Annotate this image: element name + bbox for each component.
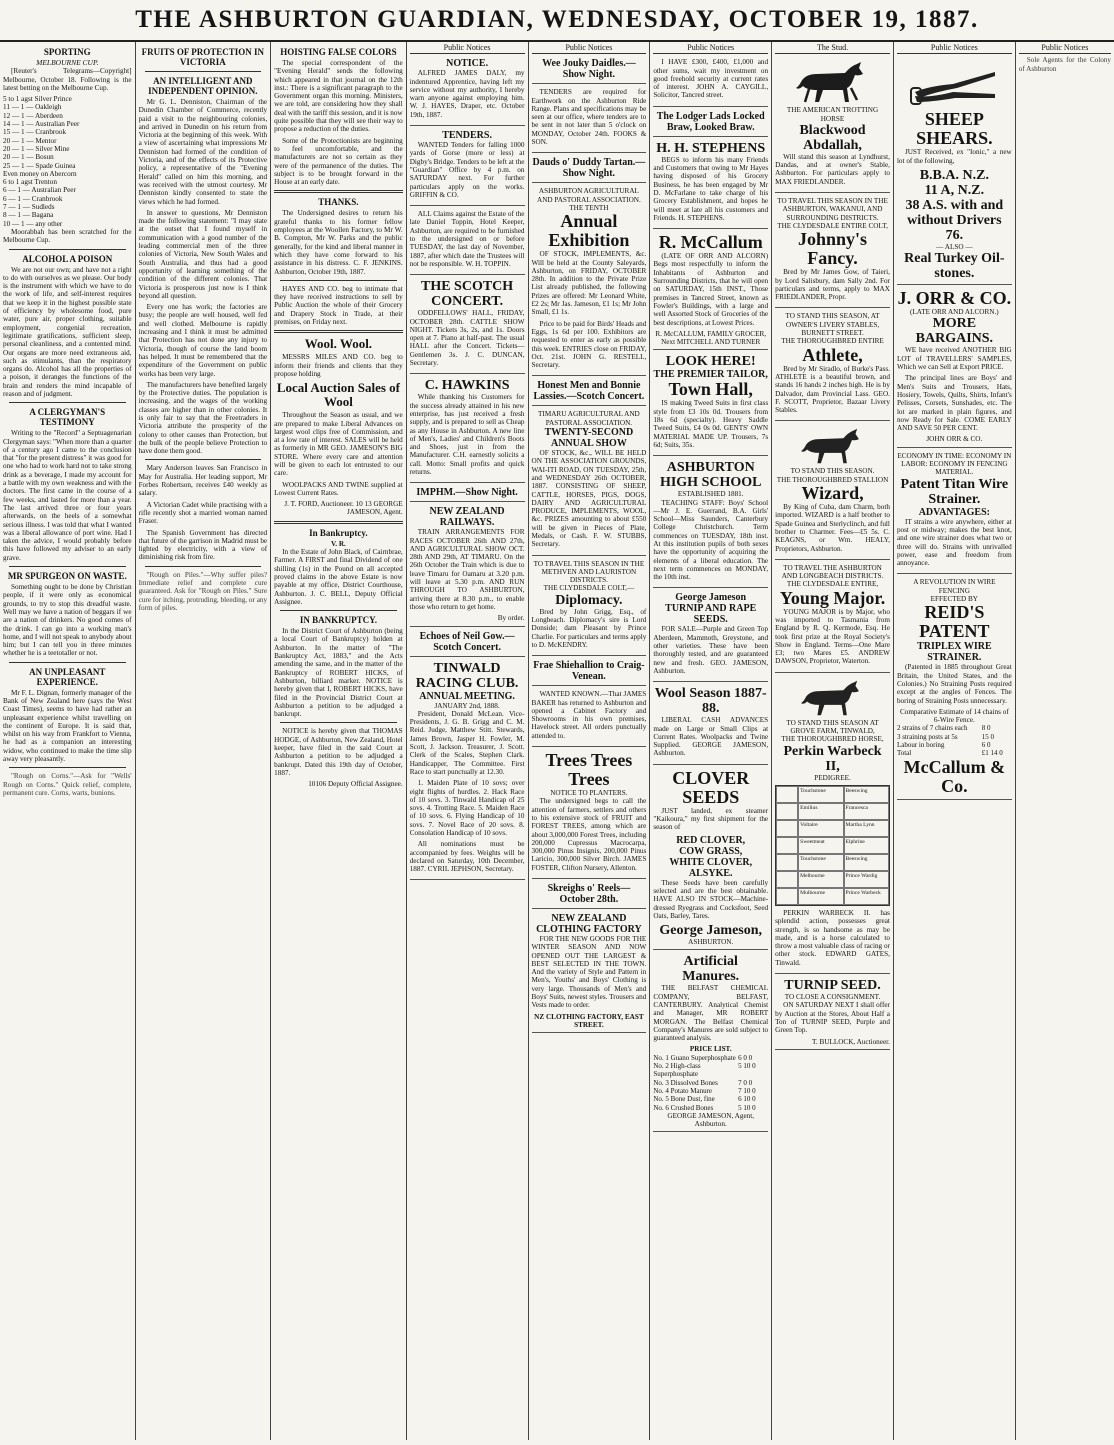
pedigree-row-marker — [776, 820, 798, 837]
pedigree-table — [775, 785, 890, 906]
pricelist-heading: PRICE LIST. — [689, 1045, 732, 1054]
pedigree-row-marker — [776, 803, 798, 820]
11a-label: 11 A, N.Z. — [924, 182, 985, 198]
fruits-text-3: Every one has work; the factories are busy; the people are well housed, well fed and well clothed. Melbourne is rapidly increasing and I think it must be admitted that Protection has not done any injury to Victoria, though of course the land boom has helped. It must be remembered that the expenditure of the Government on public works has been very large. — [138, 303, 268, 378]
royal-cipher: V. R. — [330, 539, 346, 548]
bba-label: B.B.A. N.Z. — [919, 167, 989, 183]
ad-money — [653, 56, 768, 106]
pedigree-cell: Sweetmeat — [798, 837, 843, 854]
column-public-notices-2 — [529, 42, 651, 1440]
railways-heading: NEW ZEALAND RAILWAYS. — [429, 506, 505, 529]
estimate-value: 15 0 — [981, 732, 994, 741]
manures-text: THE BELFAST CHEMICAL COMPANY, BELFAST, CANTERBURY. Analytical Chemist and Manager, MR ROBERT MORGAN. The Belfast Chemical Company's Manures are sold subject to guaranteed analysis. — [653, 984, 769, 1043]
ad-high-school — [653, 458, 768, 588]
ad-earthwork — [532, 86, 647, 153]
imphm-heading: IMPHM.—Show Night. — [416, 487, 518, 499]
estimate-table — [897, 724, 1012, 757]
stephens-text: BEGS to inform his many Friends and Customers that owing to Mr Hayes having disposed of his Grocery Business, he has been engaged by Mr D. McFarlane to take charge of his Grocery Establishment, and hopes he will meet at late all his customers and Friends. H. STEPHENS. — [653, 155, 769, 222]
wizard-heading: Wizard, — [801, 483, 864, 504]
exhibition-text-2: Price to be paid for Birds' Heads and Eggs, 1s 6d per 100. Exhibitors are requested to enter as early as possible this week. ENTRIES close on FRIDAY, Oct. 21st. JOHN G. RESTELL, Secretary. — [531, 319, 647, 370]
young-major-heading: Young Major. — [779, 587, 886, 608]
betting-line: 14 — 1 — Australian Peer — [3, 120, 80, 129]
trotting-label: THE AMERICAN TROTTING HORSE — [786, 106, 879, 123]
bargains-text: WE have received ANOTHER BIG LOT of TRAVELLERS' SAMPLES, Which we can Sell at Export PRICE. — [896, 346, 1012, 372]
betting-line: Even money on Abercorn — [3, 169, 77, 178]
tenth-label: THE TENTH — [569, 203, 609, 212]
trotting-horse-icon — [793, 60, 873, 104]
bankruptcy-heading-1: In Bankruptcy. — [309, 527, 368, 538]
tenders-heading: TENDERS. — [442, 130, 492, 142]
betting-line: 11 — 1 — Oakleigh — [3, 103, 62, 112]
ad-tenders — [410, 128, 525, 206]
sheep-shears-heading: SHEEP SHEARS. — [916, 109, 993, 149]
betting-line: 8 — 1 — Bagana — [3, 211, 54, 220]
jouky-heading: Wee Jouky Daidles.—Show Night. — [542, 58, 636, 81]
bargains-heading: MORE BARGAINS. — [915, 316, 994, 347]
timaru-heading: TWENTY-SECOND ANNUAL SHOW — [544, 427, 634, 450]
fruits-text-2: In answer to questions, Mr Denniston made the following statement: "I may state at the outset that I found myself in communication with a good number of the leading commercial men of the three colonies of Victoria, New South Wales and South Australia, and thus had a good opportunity of learning something of the condition of the different colonies. That Victoria is prosperous just now is I think beyond all question. — [138, 208, 268, 300]
gjameson-heading: George Jameson — [675, 592, 747, 604]
estimate-item: 3 straining posts at 5s — [896, 732, 958, 741]
column-public-notices-4 — [894, 42, 1016, 1440]
hawkins-text: While thanking his Customers for the success already attained in his new enterprise, has just received a fresh supply, and is prepared to sell as Cheap as any House in Ashburton. A new line of Men's, Ladies' and Children's Boots and Shoes, just in from the Manufacturer. C.H. earnestly solicits a call. Motto: Small profits and quick returns. — [409, 393, 525, 476]
ad-scotch-concert — [410, 277, 525, 374]
also-label: — ALSO — — [936, 242, 973, 251]
pedigree-cell: Beeswing — [844, 786, 889, 803]
stand-label-1: TO STAND THIS SEASON, AT OWNER'S LIVERY STABLES, BURNETT STREET. — [785, 312, 880, 338]
stephens-heading: H. H. STEPHENS — [656, 140, 766, 156]
wool-text-3: WOOLPACKS AND TWINE supplied at Lowest Current Rates. — [274, 480, 403, 497]
fruits-text-4: The manufacturers have benefited largely by the Protective duties. The population is increasing, and the wages of the working classes are higher than in other colonies. It is only fair to say that the Freetraders in Victoria attribute the prosperity of the colony to other causes than Protection, but the bulk of the people believe Protection to have done them good. — [138, 380, 268, 456]
price-value: 5 10 0 — [738, 1103, 756, 1112]
ad-jouky — [532, 56, 647, 84]
ad-johnnys-fancy — [775, 195, 890, 308]
ad-trees — [532, 749, 647, 879]
corns-ad: "Rough on Corns."—Ask for "Wells' Rough on Corns." Quick relief, complete, permanent cure. Corns, warts, bunions. — [3, 772, 132, 797]
ad-orr — [897, 287, 1012, 448]
column-stud — [772, 42, 894, 1440]
ad-echoes — [410, 629, 525, 657]
betting-line: 20 — 1 — Mentor — [3, 136, 57, 145]
ad-exhibition — [532, 185, 647, 376]
annual-exhibition-heading: Annual Exhibition — [548, 211, 630, 251]
pedigree-cell: Touchstone — [798, 854, 843, 871]
skreighs-heading: Skreighs o' Reels—October 28th. — [547, 883, 631, 905]
established-label: ESTABLISHED 1881. — [677, 490, 744, 499]
wool-signature: J. T. FORD, Auctioneer. 10 13 GEORGE JAMESON, Agent. — [284, 500, 403, 517]
racing-rules: All nominations must be accompanied by fees. Weights will be declared on Saturday, 10th December, 1887. CYRIL JEPHSON, Secretary. — [409, 840, 525, 874]
pedigree-row-marker — [776, 854, 798, 871]
bankruptcy-heading-2: IN BANKRUPTCY. — [299, 615, 377, 626]
unpleasant-text: Mr F. L. Dignan, formerly manager of the Bank of New Zealand here (says the West Coast Times), seems to have had rather an unpleasant experience whilst travelling on the continent of Europe. It is said that, whilst on his way from Frankfort to Vienna, he had as a companion an interesting widow, who continued to make the time slip away very pleasantly. — [3, 688, 132, 764]
bankruptcy-text-2: In the District Court of Ashburton (being a local Court of Bankruptcy) holden at Ashburton. In the matter of "The Bankruptcy Act, 1883," and the Acts amending the same, and in the matter of the Bankruptcy of ROBERT HICKS, of Ashburton, billiard marker. NOTICE is hereby given that I, ROBERT HICKS, have filed in the Provincial District Court at Ashburton a petition to be adjudged a bankrupt. — [274, 627, 403, 719]
ad-dauds — [532, 155, 647, 183]
red-clover: RED CLOVER, — [676, 834, 746, 846]
railways-text: TRAIN ARRANGEMENTS FOR RACES OCTOBER 26th AND 27th, AND AGRICULTURAL SHOW OCT. 28th AND 29th, AT TIMARU. On the 26th October the Train which is due to leave Timaru for Oamaru at 3.20 p.m. will leave at 5.30 p.m. AND RUN THROUGH TO ASHBURTON, arriving there at 8.30 p.m., to enable those who return to get home. — [409, 528, 525, 611]
price-item: No. 1 Guano Superphosphate — [653, 1053, 736, 1062]
timaru-text: OF STOCK, &c., WILL BE HELD ON THE ASSOCIATION GROUNDS, WAI-ITI ROAD, ON TUESDAY, 25th, and WEDNESDAY 26th OCTOBER, 1887. CONSISTING OF SHEEP, CATTLE, HORSES, PIGS, DOGS, DAIRY AND AGRICULTURAL PRODUCE, IMPLEMENTS, WOOL, &c. PRIZES amounting to about £550 will be given in Pieces of Plate, Medals, or Cash. F. W. STUBBS, Secretary. — [531, 449, 647, 549]
price-value: 6 10 0 — [738, 1095, 756, 1104]
spurgeon-heading: MR SPURGEON ON WASTE. — [7, 571, 127, 582]
stand-label-3: TO STAND THIS SEASON AT GROVE FARM, TINWALD, — [786, 718, 879, 736]
column-header: Public Notices — [410, 44, 525, 54]
echoes-heading: Echoes of Neil Gow.—Scotch Concert. — [419, 630, 515, 653]
johnny-heading: Johnny's Fancy. — [798, 229, 868, 269]
advantages-text: IT strains a wire anywhere, either at post or midway; makes the best knot, and one wire strainer does what two or three will do. Strains with unrivalled power, ease and freedom from annoyance. — [896, 517, 1012, 568]
entire-label-4: THE THOROUGHBRED HORSE, — [781, 735, 884, 744]
gjameson-heading-2: George Jameson, — [659, 923, 763, 939]
masthead — [0, 0, 1114, 42]
clergy-heading: A CLERGYMAN'S TESTIMONY — [29, 407, 106, 428]
ad-mccallum — [653, 231, 768, 350]
betting-line: 15 — 1 — Cranbrook — [3, 128, 67, 137]
shears-icon — [909, 62, 999, 106]
price-value: 7 0 0 — [738, 1078, 753, 1087]
betting-line: 12 — 1 — Aberdeen — [3, 111, 63, 120]
stallion-icon — [798, 427, 868, 465]
ad-reids-strainer — [897, 576, 1012, 799]
school-text: TEACHING STAFF: Boys' School—Mr J. E. Guerrand, B.A. Girls' School—Miss Saunders, Canterbury College Christchurch. Term commences on TUESDAY, 18th inst. At this institution pupils of both sexes have the opportunity of acquiring the elements of a liberal education. The next term commences on MONDAY, the 10th inst. — [653, 498, 769, 582]
price-item: No. 3 Dissolved Bones — [653, 1078, 718, 1087]
honest-heading: Honest Men and Bonnie Lassies.—Scotch Concert. — [533, 380, 645, 403]
athlete-heading: Athlete, — [802, 344, 863, 365]
ad-skreighs — [532, 881, 647, 909]
lodger-heading: The Lodger Lads Locked Braw, Looked Braw. — [656, 110, 765, 133]
trees-heading: Trees Trees Trees — [545, 750, 633, 790]
trees-text: The undersigned begs to call the attention of farmers, settlers and others to his extensive stock of FRUIT and FOREST TREES, among which are about 3,000,000 Forest Trees, including 200,000 Cupressus Macrocarpa, 300,000 Pinus Insignis, 200,000 Pinus Laricio, 300,000 Silver Birch. JAMES FOSTER, Clifton Nursery, Allenton. — [531, 797, 647, 872]
ad-sheep-shears — [897, 56, 1012, 285]
manures-footer: GEORGE JAMESON, Agent, Ashburton. — [667, 1111, 755, 1129]
orr-heading: J. ORR & CO. — [897, 288, 1012, 309]
price-item: No. 2 High-class Superphosphate — [653, 1062, 701, 1079]
fruits-text-1: Mr G. L. Denniston, Chairman of the Dunedin Chamber of Commerce, recently paid a visit to the neighbouring colonies, and arrived in Dunedin on his return from Victoria at the beginning of this week. With a view of ascertaining what impressions Mr Denniston had formed of the condition of Victoria, and of the effects of its Protective policy, a representative of the "Evening Herald" called on him this morning, and was received with the utmost courtesy. Mr Denniston kindly consented to state the views which he had formed. — [138, 98, 268, 206]
wool-season-text: LIBERAL CASH ADVANCES made on Large or Small Clips at Current Rates. Woolpacks and Twine Supplied. GEORGE JAMESON, Ashburton. — [653, 716, 769, 758]
pedigree-label: PEDIGREE. — [814, 773, 851, 782]
bargains-text-2: The principal lines are Boys' and Men's Suits and Trousers, Hats, Hosiery, Towels, Quilts, Shirts, Infant's Pelisses, Corsets, Sunshades, etc. The lot are marked in plain figures, and now Ready for Sale. COME EARLY AND SAVE 50 PER CENT. — [896, 374, 1012, 433]
clover-text-1: JUST landed, ex steamer "Kaikoura," my first shipment for the season of — [653, 806, 769, 832]
estimate-value: 6 0 — [981, 740, 991, 749]
hawkins-heading: C. HAWKINS — [424, 378, 510, 394]
price-list — [653, 1054, 768, 1112]
ad-manures — [653, 952, 768, 1132]
scratch-note: Moorabbah has been scratched for the Melbourne Cup. — [3, 227, 132, 245]
pedigree-cell: Mulbourne — [798, 888, 843, 905]
local-sales-heading: Local Auction Sales of Wool — [276, 380, 400, 410]
bankruptcy-text-1: In the Estate of John Black, of Cairnbrae, Farmer. A FIRST and final Dividend of one shilling (1s) in the Pound on all accepted proved claims in the above Estate is now payable at my office, District Courthouse, Ashburton. J. C. BELL, Deputy Official Assignee. — [274, 548, 403, 606]
blackwood-heading: Blackwood Abdallah, — [799, 122, 866, 153]
turnip-text: FOR SALE—Purple and Green Top Aberdeen, Mammoth, Greystone, and other varieties. These have been thoroughly tested, and are guaranteed new and fresh. GEO. JAMESON, Ashburton. — [653, 625, 769, 675]
pedigree-cell: Beeswing — [844, 854, 889, 871]
cup-intro: [Reuter's Telegrams—Copyright] Melbourne, October 18. Following is the latest betting on the Melbourne Cup. — [3, 67, 132, 92]
betting-line: 6 — 1 — Australian Peer — [3, 186, 76, 195]
effected-label: EFFECTED BY — [930, 595, 978, 604]
alcohol-text: We are not our own; and have not a right to do with ourselves as we please. Our body is the instrument with which we have to do the work of life, and self-interest requires that we keep it in the highest possible state of efficiency by wholesome food, pure water, pure air, proper clothing, suitable employment, congenial recreation, legitimate gratifications, sufficient sleep, personal cleanliness, and a contented mind. Our organs are more need extraneous aid, such as stimulants, than the respiratory organs do. Alcohol has all the properties of a poison, it deranges the functions of the brain and renders the mind incapable of reason and of judgment. — [3, 265, 132, 398]
ad-hawkins — [410, 376, 525, 483]
column-sporting — [0, 42, 136, 1440]
ad-railways — [410, 504, 525, 626]
shears-text: JUST Received, ex "Ionic," a new lot of the following, — [896, 148, 1012, 165]
ad-wizard — [775, 423, 890, 559]
price-value: 7 10 0 — [738, 1086, 756, 1095]
manures-heading: Artificial Manures. — [682, 954, 740, 985]
wool-text-1: MESSRS MILES AND CO. beg to inform their friends and clients that they propose holding — [274, 353, 403, 378]
pedigree-cell: Francesca — [844, 803, 889, 820]
diplomacy-travel: TO TRAVEL THIS SEASON IN THE METHVEN AND LAURISTON DISTRICTS. — [533, 559, 645, 585]
price-item: No. 5 Bone Dust, fine — [653, 1095, 715, 1104]
columns — [0, 42, 1114, 1440]
hayes-notice: HAYES AND CO. beg to intimate that they have received instructions to sell by Public Auction the whole of their Grocery and Drapery Stock in Trade, at their premises, on Friday next. — [274, 284, 403, 327]
lookhere-heading: LOOK HERE! — [665, 354, 756, 370]
price-item: No. 4 Potato Manure — [653, 1086, 713, 1095]
alcohol-heading: ALCOHOL A POISON — [22, 253, 113, 264]
stallion-label: THE THOROUGHBRED STALLION — [776, 475, 889, 484]
sporting-heading: SPORTING — [43, 47, 91, 57]
clergy-text: Writing to the "Record" a Septuagenarian Clergyman says: "When more than a quarter of a century ago I came to the conclusion that "for the present distress" it was good for one who had to work hard not to take strong drink as a beverage, I made my account for a battle with my own weakness and with the doctors. The first came in the course of a few weeks, and lasted for more than a year. The last arrived three or four years afterwards, on the heels of a somewhat serious illness. I was told that what I wanted was a liberal allowance of port wine. Had I taken the advice, I would probably before this have followed my adviser to an early grave. — [3, 429, 132, 562]
travel-label-1: TO TRAVEL THIS SEASON IN THE ASHBURTON, WAKANUI, AND SURROUNDING DISTRICTS. — [777, 197, 888, 222]
ashburton-label: ASHBURTON. — [688, 938, 734, 947]
tailor-text: IS making Tweed Suits in first class style from £3 10s 0d. Trousers from 18s 6d (specialty). Heavy Saddle Tweed Suits, £4 0s 0d. GENTS' OWN MATERIAL MADE UP. Trousers, 7s 6d; Suits, 35s. — [653, 399, 769, 449]
betting-line: 7 — 1 — Sudleds — [3, 203, 55, 212]
mccallum-text: (LATE OF ORR AND ALCORN) Begs most respectfully to inform the Inhabitants of Ashburton and Surrounding Districts, that he will open on SATURDAY, 15th INST., Those premises in Tancred Street, known as Fowler's Buildings, with a large and well Assorted Stock of Groceries of the best descriptions, at Lowest Prices. — [653, 252, 769, 327]
young-major-text: YOUNG MAJOR is by Major, who was imported to Tasmania from England by R. Q. Kermode, Esq. He took first prize at the Royal Society's Show in England. Terms—One Mare £3; two Mares £5. ANDREW DAWSON, Proprietor, Waterton. — [775, 607, 890, 666]
76-label: 76. — [945, 227, 964, 243]
pedigree-row-marker — [776, 888, 798, 905]
athlete-text: Bred by Mr Siradlo, of Burke's Pass. ATHLETE is a beautiful brown, and stands 16 hands 2 inches high. He is by Dalvador, dam Provincial Lass. GEO. F. SCOTT, Proprietor, Bazaar Livery Stables. — [775, 364, 890, 415]
pedigree-cell: Prince Warbeck — [844, 888, 889, 905]
thanks-heading: THANKS. — [318, 197, 359, 208]
interview-heading: AN INTELLIGENT AND INDEPENDENT OPINION. — [148, 76, 258, 96]
factory-text: FOR THE NEW GOODS FOR THE WINTER SEASON AND NOW OPENED OUT THE LARGEST & BEST SELECTED IN THE TOWN. And the variety of Style and Pattern in Men's, Youths' and Boys' Clothing is very large. Thousands of Men's and Boys' Suits, newest styles. Trousers and Vests made to order. — [531, 935, 647, 1010]
turnip-seed-text: ON SATURDAY NEXT I shall offer by Auction at the Stores, About Half a Ton of TURNIP SEED, Purple and Green Top. — [775, 1001, 890, 1035]
concert-text: ODDFELLOWS' HALL, FRIDAY, OCTOBER 28th. CATTLE SHOW NIGHT. Tickets 3s, 2s, and 1s. Doors open at 7. Piano at half-past. The usual HALL after the Concert. Tickets—Gentlemen 3s. J. C. DUNCAN, Secretary. — [409, 309, 525, 368]
wool-season-heading: Wool Season 1887-88. — [654, 686, 767, 717]
entire-label-1: THE CLYDESDALE ENTIRE COLT, — [777, 221, 888, 230]
hoisting-heading: HOISTING FALSE COLORS — [280, 47, 397, 57]
hoisting-text-1: The special correspondent of the "Evening Herald" sends the following which appeared in that journal on the 12th inst.: There is a significant paragraph to the Government organ this morning. Ministers, we are told, are considering how they shall deal with the tariff this session, and it is now quite possible that they will see their way to propose a reduction of the duties. — [274, 59, 403, 134]
pedigree-row-marker — [776, 837, 798, 854]
ad-diplomacy — [532, 558, 647, 657]
newspaper-title: THE ASHBURTON GUARDIAN, WEDNESDAY, OCTOBER 19, 1887. — [135, 6, 979, 33]
cow-grass: COW GRASS, — [679, 845, 743, 857]
ad-titan-strainer — [897, 450, 1012, 575]
racing-heading: TINWALD RACING CLUB. — [415, 660, 519, 691]
planters-subheading: NOTICE TO PLANTERS. — [550, 789, 628, 798]
mccallum-signature: R. McCALLUM, FAMILY GROCER, Next MITCHELL AND TURNER — [655, 329, 767, 347]
news-item-spanish: The Spanish Government has directed that future of the garrison in Madrid must be lighted by electricity, with a view of diminishing risk from fire. — [138, 528, 268, 562]
railways-signoff: By order. — [497, 614, 525, 623]
townhall-heading: Town Hall, — [668, 379, 753, 400]
ad-turnip-rape — [653, 590, 768, 682]
pedigree-cell: Emilius — [798, 803, 843, 820]
sole-agents-note: Sole Agents for the Colony of Ashburton — [1018, 56, 1111, 73]
betting-line: 20 — 1 — Silver Mine — [3, 144, 70, 153]
compare-label: Comparative Estimate of 14 chains of 6-Wire Fence. — [899, 707, 1009, 725]
johnny-text: Bred by Mr James Gow, of Taieri, by Lord Salisbury, dam Sally 2nd. For particulars and terms, apply to MAX FRIEDLANDER, Propr. — [775, 268, 890, 302]
money-text: I HAVE £300, £400, £1,000 and other sums, wait my investment on good freehold security at current rates of interest. JOHN A. CAYGILL, Solicitor, Tancred street. — [653, 58, 769, 100]
ad-wool-season — [653, 684, 768, 764]
column-header: Public Notices — [653, 44, 768, 54]
turkey-heading: Real Turkey Oil-stones. — [904, 251, 1005, 282]
column-public-notices-5 — [1016, 42, 1114, 1440]
column-header: The Stud. — [775, 44, 890, 54]
diplomacy-colt: THE CLYDESDALE COLT,— — [543, 584, 635, 593]
racing-date: JANUARY 2nd, 1888. — [434, 701, 500, 710]
clover-heading: CLOVER SEEDS — [672, 767, 750, 807]
ad-clothing-factory — [532, 911, 647, 1033]
ad-shiehallion — [532, 658, 647, 686]
ad-blackwood — [775, 56, 890, 193]
ad-notice-daly — [410, 56, 525, 126]
timaru-assoc: TIMARU AGRICULTURAL AND PASTORAL ASSOCIATION. — [538, 410, 640, 427]
spurgeon-text: Something ought to be done by Christian people, if it were only as economical grounds, to try to stop this dreadful waste. Well may we have a nation of beggars if we are a nation of drinkers. No good comes of the drink. I can go into a working man's home, and I will not speak to anybody about him; but I can tell you in three minutes whether he is a teetotaller or not. — [3, 583, 132, 658]
pedigree-cell: Martha Lynn — [844, 820, 889, 837]
shiehallion-heading: Frae Shiehallion to Craig-Venean. — [533, 660, 645, 683]
racing-meeting: ANNUAL MEETING. — [419, 690, 515, 702]
estimate-value: 8 0 — [981, 724, 991, 733]
news-item-anderson: Mary Anderson leaves San Francisco in May for Australia. Her leading support, Mr Forbes Robertson, receives £40 weekly as salary. — [138, 464, 268, 498]
price-value: 5 10 0 — [738, 1062, 756, 1071]
cup-subheading: MELBOURNE CUP. — [36, 58, 99, 67]
economy-label: ECONOMY IN TIME: ECONOMY IN LABOR: ECONOMY IN FENCING MATERIAL. — [897, 451, 1012, 477]
thanks-text: The Undersigned desires to return his grateful thanks to his former fellow employees at the Woollen Factory, to Mr W. B. Compton, Mr W. Parks and the public generally, for the kind and liberal manner in which they have come forward to his assistance in his distress. C. F. JENKINS. Ashburton, October 19th, 1887. — [274, 209, 403, 276]
turnip-seed-heading: TURNIP SEED. — [784, 978, 881, 994]
price-value: 6 0 0 — [738, 1053, 753, 1062]
column-protection — [136, 42, 272, 1440]
bullock-signature: T. BULLOCK, Auctioneer. — [812, 1037, 890, 1046]
assoc-name: ASHBURTON AGRICULTURAL AND PASTORAL ASSOCIATION. — [537, 187, 641, 204]
betting-line: 20 — 1 — Bosun — [3, 153, 54, 162]
racing-officials: President, Donald McLean. Vice-Presidents, J. G. B. Grigg and C. M. Reid. Judge, Matthew Stitt. Stewards, James Brown, Jasper H. Fowler, M. Scott, J. Jackson. Treasurer, J. Scott. Clerk of the Scales, Stephen Clark. Handicapper, The Committee. First Race to start punctually at 12.30. — [409, 709, 525, 776]
furniture-text: WANTED KNOWN.—That JAMES BAKER has returned to Ashburton and opened a Cabinet Factory and Showrooms in his own premises, Havelock street. All orders punctually attended to. — [531, 690, 647, 740]
notice-heading: NOTICE. — [446, 58, 489, 70]
pedigree-cell: Voltaire — [798, 820, 843, 837]
unpleasant-heading: AN UNPLEASANT EXPERIENCE. — [29, 666, 106, 687]
reid-text: (Patented in 1885 throughout Great Britain, the United States, and the Colonies.) No Straining Posts required except at the angles of Fences. The boring of Straining Posts unnecessary. — [896, 663, 1012, 705]
pedigree-row-marker — [776, 786, 798, 803]
ad-toppin — [410, 208, 525, 275]
racing-program: 1. Maiden Plate of 10 sovs; over eight flights of hurdles. 2. Hack Race of 10 sovs. 3. Tinwald Handicap of 25 sovs. 4. Trotting Race. 5. Maiden Race of 10 sovs. 6. Flying Handicap of 10 sovs. 7. Novel Race of 20 sovs. 8. Consolation Handicap of 10 sovs. — [409, 779, 525, 837]
travel-label-2: TO TRAVEL THE ASHBURTON AND LONGBEACH DISTRICTS. — [781, 563, 884, 581]
column-hoisting — [271, 42, 407, 1440]
estimate-item: Labour in boring — [896, 740, 945, 749]
pedigree-cell: Melbourne — [798, 871, 843, 888]
dauds-heading: Dauds o' Duddy Tartan.—Show Night. — [532, 157, 646, 180]
mccallum-heading: R. McCallum — [658, 232, 763, 253]
factory-heading: NEW ZEALAND CLOTHING FACTORY — [536, 913, 642, 935]
estimate-item: 2 strains of 7 chains each — [896, 724, 968, 733]
concert-heading: THE SCOTCH CONCERT. — [420, 279, 514, 310]
alsyke: ALSYKE. — [688, 867, 733, 879]
betting-line: 10 — 1 — any other — [3, 219, 63, 228]
wool-text-2: Throughout the Season as usual, and we are prepared to make Liberal Advances on largest wool clips free of Commission, and at a low rate of interest. SALES will be held as formerly in MR GEO. JAMESON'S BIG STORE. Where every care and attention will be given to each lot entrusted to our care. — [274, 411, 403, 478]
ad-premier-tailor — [653, 352, 768, 456]
diplomacy-heading: Diplomacy. — [555, 592, 623, 608]
tenders-text: WANTED Tenders for falling 1000 yards of Gorse (more or less) at Digby's Bridge. Tenders to be left at the "Guardian" Office by 4 p.m. on SATURDAY next. For further particulars apply on the works. GRIFFIN & CO. — [409, 141, 525, 199]
highschool-heading: ASHBURTON HIGH SCHOOL — [659, 460, 762, 491]
tailor-heading: THE PREMIER TAILOR, — [653, 369, 768, 381]
white-clover: WHITE CLOVER, — [669, 856, 753, 868]
price-item: No. 6 Crushed Bones — [653, 1103, 714, 1112]
toppin-text: ALL Claims against the Estate of the late Daniel Toppin, Hotel Keeper, Ashburton, are required to be furnished to the undersigned on or before TUESDAY, the last day of November, 1887, after which date the Trustees will not be responsible. W. H. TOPPIN. — [409, 210, 525, 268]
blackwood-text: Will stand this season at Lyndhurst, Dandas, and at owner's Stable, Ashburton. For particulars apply to MAX FRIEDLANDER. — [775, 152, 890, 186]
bankruptcy-text-3: NOTICE is hereby given that THOMAS HODGE, of Ashburton, New Zealand, Hotel keeper, have filed in the said Court at Ashburton a petition to be adjudged a bankrupt. Dated this 19th day of October, 1887. — [274, 727, 403, 777]
ad-turnip-seed — [775, 976, 890, 1050]
ad-furniture — [532, 688, 647, 747]
entire-label-3: THE CLYDESDALE ENTIRE, — [786, 580, 879, 589]
ad-timaru-show — [532, 408, 647, 555]
pedigree-cell: Prince Wardig — [844, 871, 889, 888]
ad-racing-club — [410, 659, 525, 881]
column-public-notices-1 — [407, 42, 529, 1440]
ad-athlete — [775, 310, 890, 421]
exhibition-text: OF STOCK, IMPLEMENTS, &c. Will be held at the County Saleyards, Ashburton, on FRIDAY, OCTOBER 28th. In addition to the Private Prize List already published, the following Prizes are offered: Mr Leonard White, £2 2s; Mr Jas. Jameson, £1 1s; Mr John Small, £1 1s. — [531, 250, 647, 317]
diplomacy-text: Bred by John Grigg, Esq., of Longbeach. Diplomacy's sire is Lord Donside; dam Pleasant by Prince Charlie. For particulars and terms apply to D. McKENDRY. — [531, 607, 647, 649]
clover-text-2: These Seeds have been carefully selected and are the best obtainable. HAVE ALSO IN STOCK—Machine-dressed Ryegrass and Cocksfoot, Seed Oats, Barley, Tares. — [653, 878, 769, 920]
pedigree-row-marker — [776, 871, 798, 888]
estimate-value: £1 14 0 — [981, 749, 1003, 758]
triplex-heading: TRIPLEX WIRE STRAINER. — [917, 641, 992, 664]
ad-imphm — [410, 485, 525, 502]
betting-line: 6 — 1 — Cranbrook — [3, 194, 63, 203]
betting-list — [3, 95, 132, 228]
titan-heading: Patent Titan Wire Strainer. — [900, 476, 1009, 507]
ad-clover-seeds — [653, 767, 768, 951]
estimate-item: Total — [896, 749, 912, 758]
betting-line: 5 to 1 agst Silver Prince — [3, 95, 72, 104]
stand-label-2: TO STAND THIS SEASON. — [790, 467, 875, 476]
orr-subheading: (LATE ORR AND ALCORN.) — [910, 308, 999, 317]
advantages-heading: ADVANTAGES: — [918, 506, 990, 518]
hoisting-text-2: Some of the Protectionists are beginning to feel uncomfortable, and the manufacturers are not so certain as they were of the permanence of the duties. The subject is to be brought forward in the House at an early date. — [274, 136, 403, 187]
wool-heading: Wool. Wool. — [304, 336, 373, 352]
column-public-notices-3 — [650, 42, 772, 1440]
reid-heading: REID'S PATENT — [919, 602, 990, 642]
pedigree-cell: Touchstone — [798, 786, 843, 803]
assignee-signature: 10106 Deputy Official Assignee. — [308, 780, 403, 789]
betting-line: 25 — 1 — Spade Guinea — [3, 161, 76, 170]
38as-label: 38 A.S. with and without Drivers — [905, 197, 1004, 228]
piles-ad: "Rough on Piles."—Why suffer piles? Immediate relief and complete cure guaranteed. Ask for "Rough on Piles." Sure cure for itching, protruding, bleeding, or any form of piles. — [138, 570, 268, 612]
perkin-heading: Perkin Warbeck II, — [783, 743, 882, 774]
column-header: Public Notices — [1019, 44, 1111, 54]
thoroughbred-icon — [798, 679, 868, 717]
fruits-heading: FRUITS OF PROTECTION IN VICTORIA — [141, 47, 265, 67]
wizard-text: By King of Cuba, dam Charm, both imported. WIZARD is a half brother to Spade Guinea and Sterlyclinch, and full brother to Charmer. Fees—£5 5s. C. KEAGNS, or Wm. HEALY, Proprietors, Ashburton. — [775, 503, 890, 553]
betting-line: 6 to 1 agst Trenton — [3, 178, 57, 187]
ad-honest-men — [532, 378, 647, 406]
pedigree-cell: Elphrine — [844, 837, 889, 854]
earthwork-text: TENDERS are required for Earthwork on the Ashburton Ride Range. Plans and specifications may be seen at our office, where tenders are to be sent in not later than 5 o'clock on MONDAY, October 24th. FOOKS & SON. — [531, 88, 647, 147]
ad-young-major — [775, 562, 890, 673]
mccallum-footer: McCallum & Co. — [903, 756, 1006, 796]
orr-signature: JOHN ORR & CO. — [926, 435, 983, 444]
factory-footer: NZ CLOTHING FACTORY, EAST STREET. — [534, 1012, 644, 1029]
ad-lodger — [653, 109, 768, 137]
entire-label-2: THE THOROUGHBRED ENTIRE — [781, 337, 884, 346]
column-header: Public Notices — [532, 44, 647, 54]
ad-stephens — [653, 139, 768, 229]
revolution-label: A REVOLUTION IN WIRE FENCING — [913, 578, 996, 595]
news-item-cadet: A Victorian Cadet while practising with a rifle recently shot a married woman named Fraser. — [138, 500, 268, 526]
column-header: Public Notices — [897, 44, 1012, 54]
ad-perkin-warbeck — [775, 675, 890, 974]
turnip-heading: TURNIP AND RAPE SEEDS. — [665, 603, 757, 626]
consign-label: TO CLOSE A CONSIGNMENT. — [784, 993, 881, 1002]
perkin-text: PERKIN WARBECK II. has splendid action, possesses great strength, is so handsome as may be made, and is a horse calculated to throw a most valuable class of racing or other stock. EDWARD GATES, Tinwald. — [775, 908, 890, 967]
notice-text: ALFRED JAMES DALY, my indentured Apprentice, having left my service without my authority, I hereby warn anyone against employing him. W. J. HAYES, Draper, etc. October 19th, 1887. — [409, 69, 525, 119]
